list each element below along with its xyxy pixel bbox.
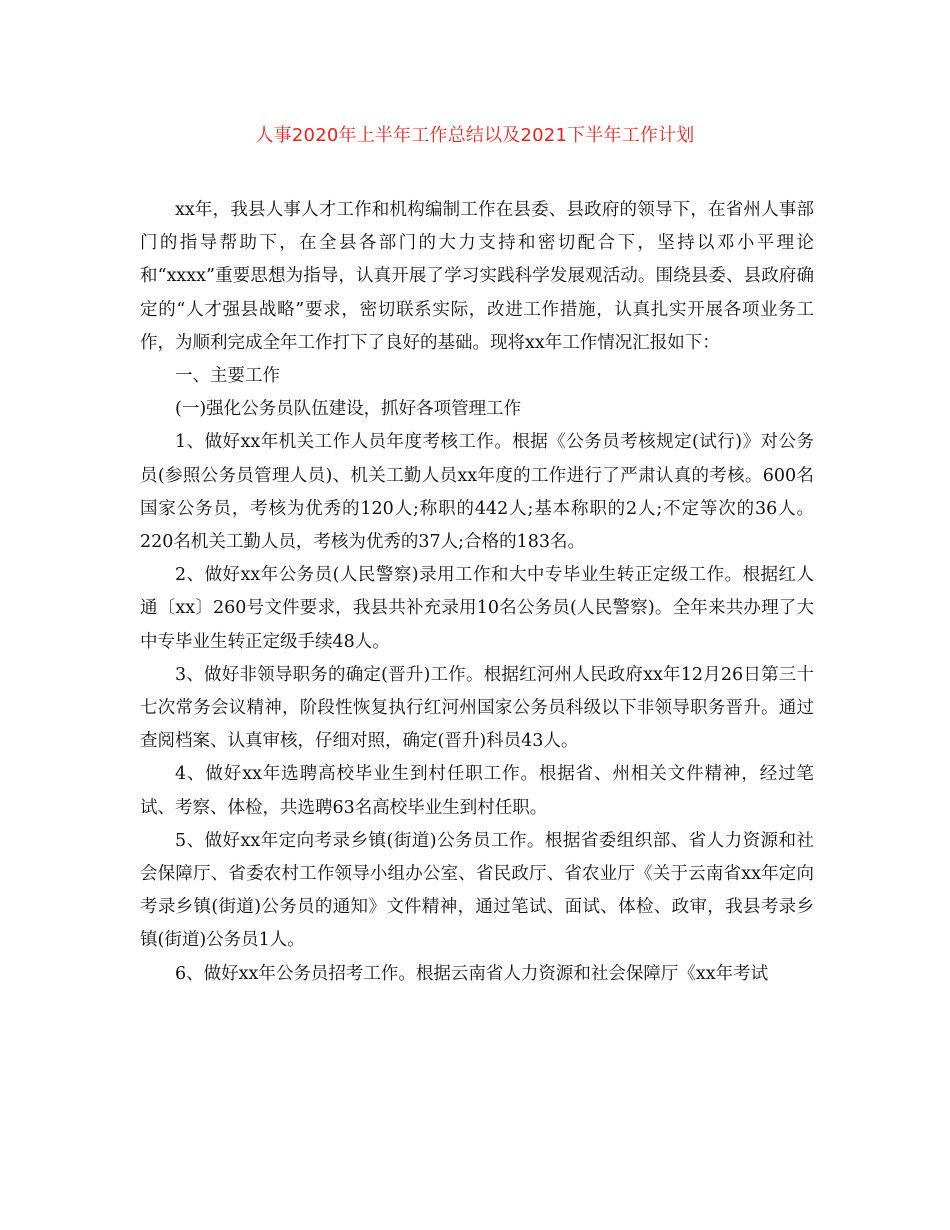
document-body (140, 194, 814, 991)
paragraph-item-6: 6、做好xx年公务员招考工作。根据云南省人力资源和社会保障厅《xx年考试 (175, 963, 769, 984)
paragraph-item-4: 4、做好xx年选聘高校毕业生到村任职工作。根据省、州相关文件精神，经过笔试、考察、体检，共选聘63名高校毕业生到村任职。 (140, 764, 814, 818)
section-heading-main-work: 一、主要工作 (175, 366, 280, 387)
paragraph-item-3: 3、做好非领导职务的确定(晋升)工作。根据红河州人民政府xx年12月26日第三十七次常务会议精神，阶段性恢复执行红河州国家公务员科级以下非领导职务晋升。通过查阅档案、认真审核，仔细对照，确定(晋升)科员43人。 (140, 664, 814, 752)
paragraph-item-2: 2、做好xx年公务员(人民警察)录用工作和大中专毕业生转正定级工作。根据红人通〔xx〕260号文件要求，我县共补充录用10名公务员(人民警察)。全年来共办理了大中专毕业生转正定级手续48人。 (140, 565, 814, 652)
paragraph-intro: xx年，我县人事人才工作和机构编制工作在县委、县政府的领导下，在省州人事部门的指导帮助下，在全县各部门的大力支持和密切配合下，坚持以邓小平理论和“xxxx”重要思想为指导，认真开展了学习实践科学发展观活动。围绕县委、县政府确定的“人才强县战略”要求，密切联系实际，改进工作措施，认真扎实开展各项业务工作，为顺利完成全年工作打下了良好的基础。现将xx年工作情况汇报如下： (140, 200, 814, 353)
paragraph-item-1: 1、做好xx年机关工作人员年度考核工作。根据《公务员考核规定(试行)》对公务员(参照公务员管理人员)、机关工勤人员xx年度的工作进行了严肃认真的考核。600名国家公务员，考核为优秀的120人;称职的442人;基本称职的2人;不定等次的36人。220名机关工勤人员，考核为优秀的37人;合格的183名。 (140, 432, 814, 553)
subsection-heading: (一)强化公务员队伍建设，抓好各项管理工作 (175, 399, 522, 420)
document-title: 人事2020年上半年工作总结以及2021下半年工作计划 (255, 125, 695, 146)
paragraph-item-5: 5、做好xx年定向考录乡镇(街道)公务员工作。根据省委组织部、省人力资源和社会保障厅、省委农村工作领导小组办公室、省民政厅、省农业厅《关于云南省xx年定向考录乡镇(街道)公务员的通知》文件精神，通过笔试、面试、体检、政审，我县考录乡镇(街道)公务员1人。 (140, 830, 814, 951)
